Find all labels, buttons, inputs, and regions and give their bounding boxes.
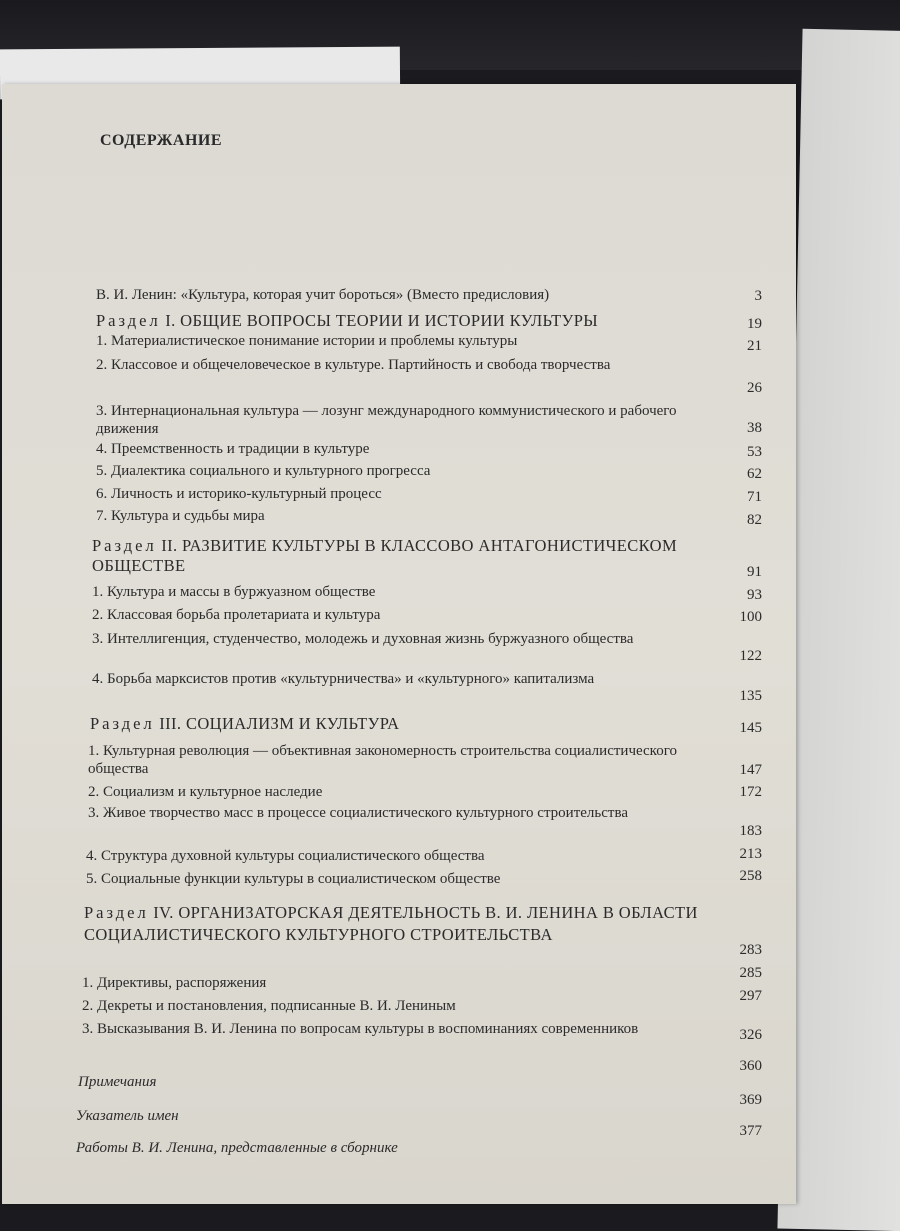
page-number: 145 — [739, 720, 762, 736]
entry-text: Примечания — [78, 1074, 157, 1090]
page-number: 82 — [747, 512, 762, 528]
page-number: 183 — [739, 823, 762, 839]
section-label: Раздел — [84, 903, 149, 922]
entry-text: 5. Социальные функции культуры в социалистическом обществе — [86, 871, 501, 887]
entry-text: В. И. Ленин: «Культура, которая учит бороться» (Вместо предисловия) — [96, 287, 550, 303]
page-number: 122 — [739, 648, 762, 664]
entry-text: 4. Преемственность и традиции в культуре — [96, 441, 370, 457]
page-number: 258 — [739, 868, 762, 884]
page-number: 297 — [739, 988, 762, 1004]
section-label: Раздел — [96, 311, 161, 330]
page-number: 62 — [747, 466, 762, 482]
page-number: 213 — [739, 846, 762, 862]
entry-text: Указатель имен — [76, 1108, 179, 1124]
entry-text: Работы В. И. Ленина, представленные в сборнике — [76, 1140, 398, 1156]
section-title: III. СОЦИАЛИЗМ И КУЛЬТУРА — [159, 714, 400, 733]
page-number: 19 — [747, 316, 762, 332]
page-number: 100 — [739, 609, 762, 625]
section-label: Раздел — [92, 536, 157, 555]
section-title: II. РАЗВИТИЕ КУЛЬТУРЫ В КЛАССОВО АНТАГОНИСТИЧЕСКОМ ОБЩЕСТВЕ — [92, 536, 678, 575]
entry-text: 4. Борьба марксистов против «культурничества» и «культурного» капитализма — [92, 671, 595, 687]
entry-text: 4. Структура духовной культуры социалистического общества — [86, 848, 485, 864]
page-number: 71 — [747, 489, 762, 505]
page-number: 285 — [739, 965, 762, 981]
entry-text: 1. Культура и массы в буржуазном обществе — [92, 584, 376, 600]
page-number: 369 — [739, 1092, 762, 1108]
page-number: 21 — [747, 338, 762, 354]
entry-text: 2. Классовое и общечеловеческое в культуре. Партийность и свобода творчества — [96, 357, 611, 373]
page-number: 360 — [739, 1058, 762, 1074]
entry-text: 2. Классовая борьба пролетариата и культура — [92, 607, 381, 623]
section-title: I. ОБЩИЕ ВОПРОСЫ ТЕОРИИ И ИСТОРИИ КУЛЬТУРЫ — [165, 311, 599, 330]
toc-title: СОДЕРЖАНИЕ — [100, 132, 223, 149]
entry-text: 3. Высказывания В. И. Ленина по вопросам культуры в воспоминаниях современников — [82, 1021, 639, 1037]
entry-text: 5. Диалектика социального и культурного прогресса — [96, 463, 431, 479]
page-number: 38 — [747, 420, 762, 436]
entry-text: 1. Директивы, распоряжения — [82, 975, 267, 991]
page-number: 93 — [747, 587, 762, 603]
entry-text: 3. Интеллигенция, студенчество, молодежь и духовная жизнь буржуазного общества — [92, 631, 634, 647]
entry-text: 3. Интернациональная культура — лозунг международного коммунистического и рабочего движения — [96, 403, 677, 437]
page-number: 26 — [747, 380, 762, 396]
page-number: 135 — [739, 688, 762, 704]
entry-text: 2. Декреты и постановления, подписанные В. И. Лениным — [82, 998, 456, 1014]
section-label: Раздел — [90, 714, 155, 733]
page-number: 147 — [739, 762, 762, 778]
entry-text: 7. Культура и судьбы мира — [96, 508, 265, 524]
entry-text: 1. Материалистическое понимание истории и проблемы культуры — [96, 333, 518, 349]
entry-text: 1. Культурная революция — объективная закономерность строительства социалистического общества — [88, 743, 677, 777]
page-number: 377 — [739, 1123, 762, 1139]
entry-text: 2. Социализм и культурное наследие — [88, 784, 323, 800]
entry-text: 6. Личность и историко-культурный процесс — [96, 486, 382, 502]
page-number: 172 — [739, 784, 762, 800]
entry-text: 3. Живое творчество масс в процессе социалистического культурного строительства — [88, 805, 628, 821]
page-number: 326 — [739, 1027, 762, 1043]
page-number: 3 — [754, 288, 762, 304]
page-number: 53 — [747, 444, 762, 460]
page-number: 283 — [739, 942, 762, 958]
page-number: 91 — [747, 564, 762, 580]
section-title: IV. ОРГАНИЗАТОРСКАЯ ДЕЯТЕЛЬНОСТЬ В. И. ЛЕНИНА В ОБЛАСТИ СОЦИАЛИСТИЧЕСКОГО КУЛЬТУРНОГО СТРОИТЕЛЬСТВА — [84, 903, 698, 944]
